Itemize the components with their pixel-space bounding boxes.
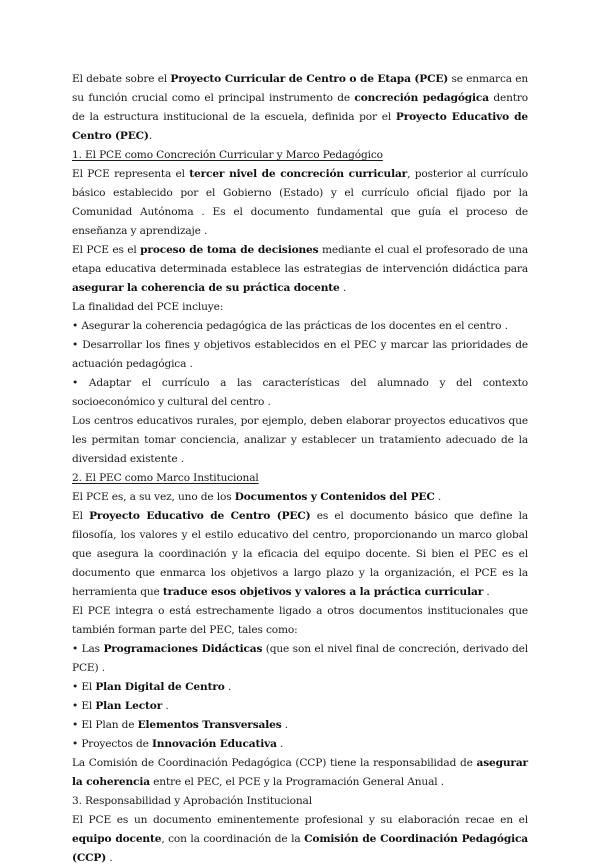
section2-paragraph-4 — [72, 754, 528, 792]
s2p4-bold-coherencia: asegurar la coherencia — [72, 757, 528, 788]
doc-item-bold: Plan Digital de Centro — [95, 681, 225, 693]
s2p4-text-2: entre el PEC, el PCE y la Programación General Anual . — [149, 776, 444, 788]
doc-list-item — [72, 716, 528, 735]
section1-paragraph-1 — [72, 165, 528, 241]
intro-bold-concrecion: concreción pedagógica — [354, 92, 489, 104]
intro-text-3: dentro de la estructura institucional de la escuela, definida por el — [72, 92, 528, 123]
s2p1-text-1: El PCE es, a su vez, uno de los — [72, 491, 235, 503]
s3p1-bold-equipo: equipo docente — [72, 833, 162, 845]
s1p2-text-2: mediante el cual el profesorado de una etapa educativa determinada establece las estrategias de intervención didáctica para — [72, 244, 528, 275]
section1-paragraph-3: Los centros educativos rurales, por ejemplo, deben elaborar proyectos educativos que les permitan tomar conciencia, analizar y establecer un tratamiento adecuado de la diversidad existente . — [72, 415, 528, 465]
document-page — [72, 70, 528, 868]
s1p1-bold-tercer-nivel: tercer nivel de concreción curricular — [189, 168, 408, 180]
doc-item-suffix: (que son el nivel final de concreción, derivado del PCE) . — [72, 643, 529, 674]
doc-item-prefix: • El — [72, 700, 96, 712]
doc-list-item — [72, 697, 528, 716]
intro-paragraph — [72, 70, 528, 146]
s2p4-text-1: La Comisión de Coordinación Pedagógica (CCP) tiene la responsabilidad de — [72, 757, 477, 769]
s2p2-text-1: El — [72, 510, 90, 522]
s1p2-bold-toma-decisiones: proceso de toma de decisiones — [140, 244, 319, 256]
s1p2-text-1: El PCE es el — [72, 244, 141, 256]
section3-heading: 3. Responsabilidad y Aprobación Institucional — [72, 795, 312, 807]
intro-text-1: El debate sobre el — [72, 73, 171, 85]
doc-item-suffix: . — [224, 681, 232, 693]
section2-paragraph-3: El PCE integra o está estrechamente ligado a otros documentos institucionales que también forman parte del PEC, tales como: — [72, 605, 528, 636]
finalidad-bullet-2: • Desarrollar los fines y objetivos establecidos en el PEC y marcar las prioridades de actuación pedagógica . — [72, 339, 528, 370]
doc-item-suffix: . — [276, 738, 284, 750]
doc-item-bold: Programaciones Didácticas — [103, 643, 263, 655]
section1-heading: 1. El PCE como Concreción Curricular y Marco Pedagógico — [72, 149, 383, 161]
section1-paragraph-2 — [72, 241, 528, 298]
section3-paragraph-1 — [72, 811, 528, 868]
intro-text-4: . — [148, 130, 153, 142]
doc-item-suffix: . — [162, 700, 169, 712]
intro-text-2: se enmarca en su función crucial como el principal instrumento de — [72, 73, 528, 104]
finalidad-bullet-3: • Adaptar el currículo a las características del alumnado y del contexto socioeconómico y cultural del centro . — [72, 377, 528, 408]
doc-item-bold: Plan Lector — [95, 700, 163, 712]
intro-bold-pec: Proyecto Educativo de Centro (PEC) — [72, 111, 528, 142]
s1p2-text-3: . — [339, 282, 347, 294]
finalidad-bullet-1: • Asegurar la coherencia pedagógica de las prácticas de los docentes en el centro . — [72, 320, 508, 332]
s1p2-bold-coherencia: asegurar la coherencia de su práctica docente — [72, 282, 340, 294]
doc-item-suffix: . — [281, 719, 288, 731]
doc-item-prefix: • Las — [72, 643, 104, 655]
s2p2-bold-pec: Proyecto Educativo de Centro (PEC) — [89, 510, 311, 522]
s1p1-text-2: , posterior al currículo básico establecido por el Gobierno (Estado) y el currículo oficial fijado por la Comunidad Autónoma . Es el documento fundamental que guía el proceso de enseñanza y aprendizaje . — [72, 168, 529, 237]
section2-paragraph-2 — [72, 507, 528, 602]
doc-item-prefix: • El — [72, 681, 96, 693]
doc-list-item — [72, 640, 528, 678]
s2p1-bold-documentos: Documentos y Contenidos del PEC — [234, 491, 435, 503]
doc-item-prefix: • El Plan de — [72, 719, 138, 731]
doc-item-bold: Elementos Transversales — [137, 719, 282, 731]
doc-list-item — [72, 678, 528, 697]
doc-list-item — [72, 735, 528, 754]
s1p1-text-1: El PCE representa el — [72, 168, 190, 180]
s3p1-bold-ccp: Comisión de Coordinación Pedagógica (CCP) — [72, 833, 528, 864]
s3p1-text-1: El PCE es un documento eminentemente profesional y su elaboración recae en el — [72, 814, 528, 826]
intro-bold-pce: Proyecto Curricular de Centro o de Etapa (PCE) — [170, 73, 449, 85]
doc-item-bold: Innovación Educativa — [151, 738, 277, 750]
finalidad-intro: La finalidad del PCE incluye: — [72, 301, 224, 313]
section2-paragraph-1 — [72, 488, 528, 507]
s2p2-bold-traduce: traduce esos objetivos y valores a la práctica curricular — [162, 586, 484, 598]
section2-heading: 2. El PEC como Marco Institucional — [72, 472, 259, 484]
s2p2-text-3: . — [483, 586, 490, 598]
s2p1-text-2: . — [434, 491, 442, 503]
s3p1-text-3: . — [106, 852, 113, 864]
doc-item-prefix: • Proyectos de — [72, 738, 152, 750]
s2p2-text-2: es el documento básico que define la filosofía, los valores y el estilo educativo del centro, proporcionando un marco global que asegura la coordinación y la eficacia del equipo docente. Si bien el PEC es el documento que enmarca los objetivos a largo plazo y la organización, el PCE es la herramienta que — [72, 510, 528, 598]
s3p1-text-2: , con la coordinación de la — [161, 833, 305, 845]
